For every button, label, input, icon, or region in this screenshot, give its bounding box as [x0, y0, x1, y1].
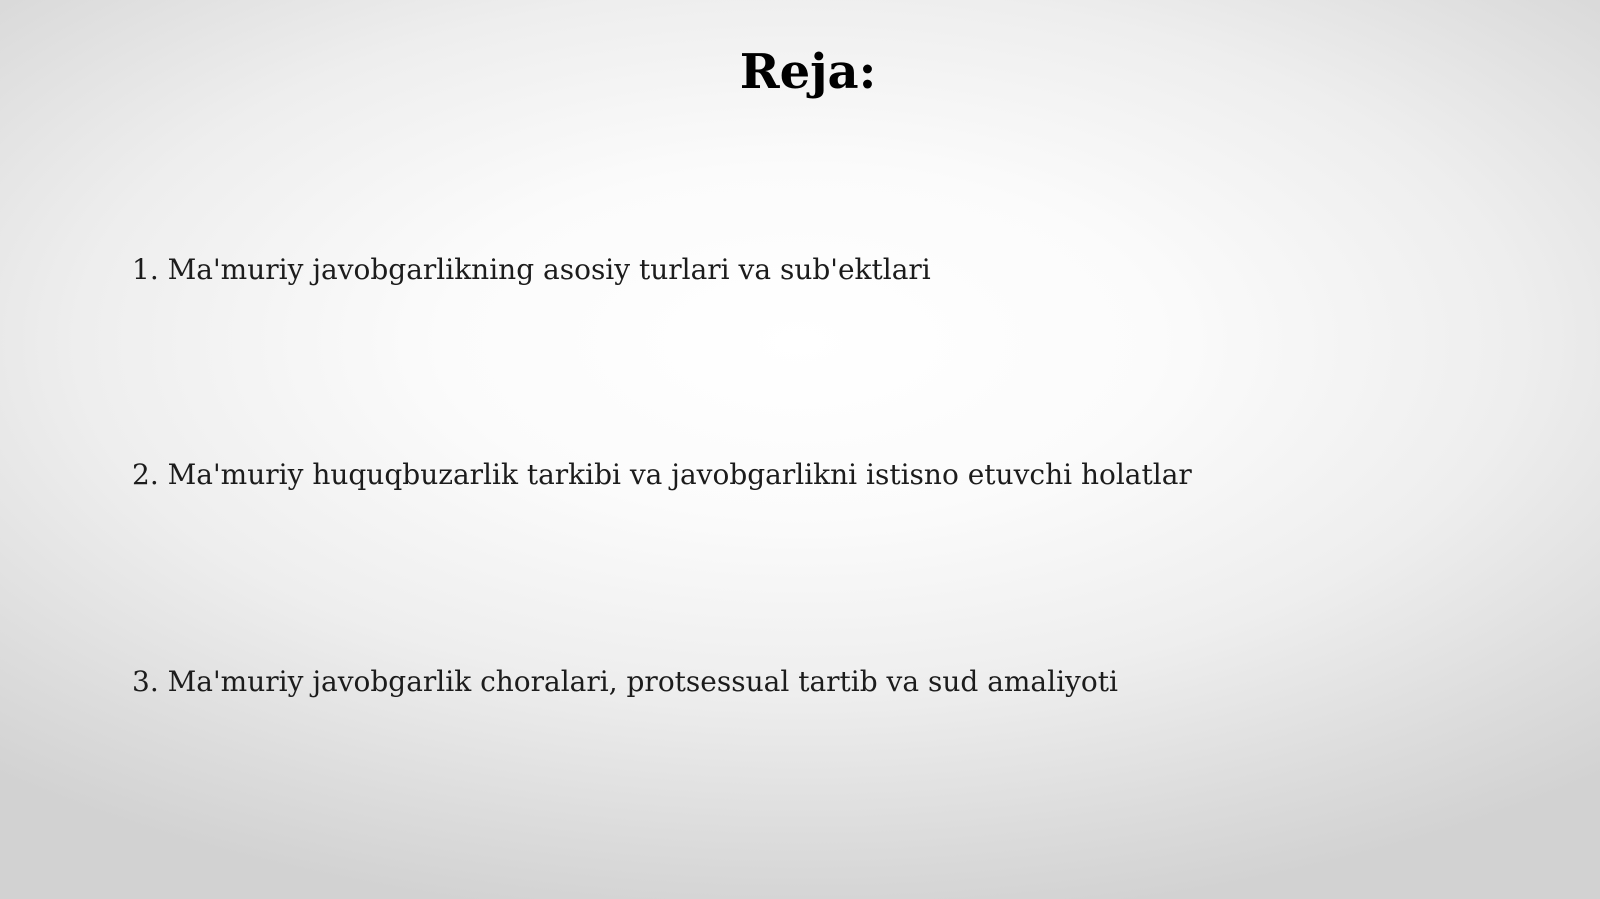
plan-item-2: 2. Ma'muriy huquqbuzarlik tarkibi va javobgarlikni istisno etuvchi holatlar: [132, 458, 1192, 491]
plan-item-3: 3. Ma'muriy javobgarlik choralari, protsessual tartib va sud amaliyoti: [132, 665, 1118, 698]
slide-title: Reja:: [739, 44, 877, 100]
plan-item-1: 1. Ma'muriy javobgarlikning asosiy turlari va sub'ektlari: [132, 253, 931, 286]
